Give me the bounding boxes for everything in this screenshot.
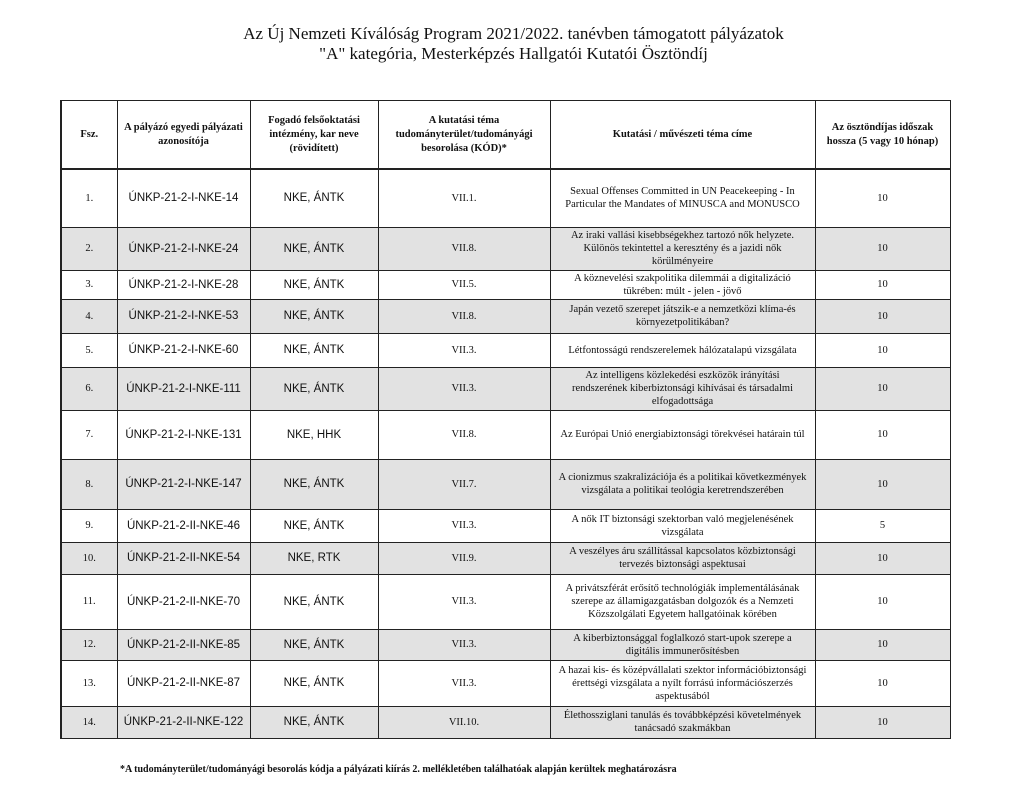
footnote: *A tudományterület/tudományági besorolás kódja a pályázati kiírás 2. mellékletében találhatóak alapján kerültek meghatározásra (120, 764, 677, 775)
applicant-id: ÚNKP-21-2-II-NKE-46 (117, 509, 250, 542)
research-code: VII.1. (378, 169, 550, 227)
topic-title: A nők IT biztonsági szektorban való megjelenésének vizsgálata (550, 509, 815, 542)
row-number: 4. (61, 299, 117, 333)
institution: NKE, ÁNTK (250, 299, 378, 333)
page-title: Az Új Nemzeti Kíválóság Program 2021/2022. tanévben támogatott pályázatok (243, 24, 784, 43)
institution: NKE, ÁNTK (250, 660, 378, 706)
duration: 10 (815, 333, 950, 367)
topic-title: Sexual Offenses Committed in UN Peacekeeping - In Particular the Mandates of MINUSCA and MONUSCO (550, 169, 815, 227)
institution: NKE, HHK (250, 410, 378, 459)
table-row (61, 459, 950, 509)
applicant-id: ÚNKP-21-2-I-NKE-28 (117, 270, 250, 299)
institution: NKE, ÁNTK (250, 509, 378, 542)
row-number: 8. (61, 459, 117, 509)
research-code: VII.9. (378, 542, 550, 574)
duration: 10 (815, 299, 950, 333)
institution: NKE, ÁNTK (250, 574, 378, 629)
institution: NKE, ÁNTK (250, 227, 378, 270)
institution: NKE, ÁNTK (250, 270, 378, 299)
table-row (61, 333, 950, 367)
table-row (61, 410, 950, 459)
duration: 10 (815, 459, 950, 509)
duration: 10 (815, 270, 950, 299)
duration: 10 (815, 542, 950, 574)
topic-title: Élethossziglani tanulás és továbbképzési követelmények tanácsadó szakmákban (550, 706, 815, 738)
table-row (61, 270, 950, 299)
row-number: 13. (61, 660, 117, 706)
applicant-id: ÚNKP-21-2-I-NKE-24 (117, 227, 250, 270)
table-row (61, 629, 950, 660)
applicant-id: ÚNKP-21-2-I-NKE-60 (117, 333, 250, 367)
applicant-id: ÚNKP-21-2-I-NKE-131 (117, 410, 250, 459)
topic-title: A köznevelési szakpolitika dilemmái a digitalizáció tükrében: múlt - jelen - jövő (550, 270, 815, 299)
duration: 10 (815, 169, 950, 227)
header-duration: Az ösztöndíjas időszak hossza (5 vagy 10 hónap) (815, 101, 950, 170)
research-code: VII.3. (378, 574, 550, 629)
institution: NKE, RTK (250, 542, 378, 574)
header-topic-title: Kutatási / művészeti téma címe (550, 101, 815, 170)
row-number: 11. (61, 574, 117, 629)
table-header-row (61, 101, 950, 170)
duration: 5 (815, 509, 950, 542)
research-code: VII.5. (378, 270, 550, 299)
applicant-id: ÚNKP-21-2-II-NKE-87 (117, 660, 250, 706)
row-number: 5. (61, 333, 117, 367)
row-number: 12. (61, 629, 117, 660)
topic-title: A kiberbiztonsággal foglalkozó start-upok szerepe a digitális immunerősítésben (550, 629, 815, 660)
institution: NKE, ÁNTK (250, 706, 378, 738)
institution: NKE, ÁNTK (250, 367, 378, 410)
row-number: 9. (61, 509, 117, 542)
table-row (61, 299, 950, 333)
topic-title: A hazai kis- és középvállalati szektor információbiztonsági érettségi vizsgálata a nyílt forrású információszerzés aspektusából (550, 660, 815, 706)
research-code: VII.10. (378, 706, 550, 738)
duration: 10 (815, 629, 950, 660)
topic-title: Japán vezető szerepet játszik-e a nemzetközi klíma-és környezetpolitikában? (550, 299, 815, 333)
table-row (61, 542, 950, 574)
applicant-id: ÚNKP-21-2-I-NKE-111 (117, 367, 250, 410)
duration: 10 (815, 574, 950, 629)
institution: NKE, ÁNTK (250, 333, 378, 367)
header-research-code: A kutatási téma tudományterület/tudományági besorolása (KÓD)* (378, 101, 550, 170)
duration: 10 (815, 367, 950, 410)
row-number: 1. (61, 169, 117, 227)
research-code: VII.3. (378, 509, 550, 542)
applicant-id: ÚNKP-21-2-I-NKE-53 (117, 299, 250, 333)
row-number: 6. (61, 367, 117, 410)
table-row (61, 169, 950, 227)
topic-title: Az intelligens közlekedési eszközök irányítási rendszerének kiberbiztonsági kihívásai és társadalmi elfogadottsága (550, 367, 815, 410)
research-code: VII.3. (378, 333, 550, 367)
table-row (61, 509, 950, 542)
research-code: VII.3. (378, 367, 550, 410)
research-code: VII.3. (378, 629, 550, 660)
row-number: 3. (61, 270, 117, 299)
header-institution: Fogadó felsőoktatási intézmény, kar neve (rövidített) (250, 101, 378, 170)
table-row (61, 660, 950, 706)
duration: 10 (815, 227, 950, 270)
topic-title: Az iraki vallási kisebbségekhez tartozó nők helyzete. Különös tekintettel a keresztény és a jazidi nők körülményeire (550, 227, 815, 270)
duration: 10 (815, 706, 950, 738)
header-applicant-id: A pályázó egyedi pályázati azonosítója (117, 101, 250, 170)
row-number: 2. (61, 227, 117, 270)
applicant-id: ÚNKP-21-2-II-NKE-85 (117, 629, 250, 660)
row-number: 10. (61, 542, 117, 574)
institution: NKE, ÁNTK (250, 169, 378, 227)
page-subtitle: "A" kategória, Mesterképzés Hallgatói Kutatói Ösztöndíj (319, 44, 708, 63)
applicant-id: ÚNKP-21-2-II-NKE-54 (117, 542, 250, 574)
topic-title: A veszélyes áru szállítással kapcsolatos közbiztonsági tervezés biztonsági aspektusai (550, 542, 815, 574)
research-code: VII.8. (378, 410, 550, 459)
institution: NKE, ÁNTK (250, 629, 378, 660)
research-code: VII.8. (378, 299, 550, 333)
row-number: 7. (61, 410, 117, 459)
topic-title: A cionizmus szakralizációja és a politikai következmények vizsgálata a politikai teológia keretrendszerében (550, 459, 815, 509)
research-code: VII.3. (378, 660, 550, 706)
header-fsz: Fsz. (61, 101, 117, 170)
applicant-id: ÚNKP-21-2-I-NKE-14 (117, 169, 250, 227)
grants-table (60, 100, 951, 739)
table-row (61, 574, 950, 629)
table-row (61, 227, 950, 270)
topic-title: Az Európai Unió energiabiztonsági törekvései határain túl (550, 410, 815, 459)
duration: 10 (815, 660, 950, 706)
institution: NKE, ÁNTK (250, 459, 378, 509)
applicant-id: ÚNKP-21-2-II-NKE-70 (117, 574, 250, 629)
row-number: 14. (61, 706, 117, 738)
applicant-id: ÚNKP-21-2-I-NKE-147 (117, 459, 250, 509)
topic-title: A privátszférát erősítő technológiák implementálásának szerepe az államigazgatásban dolgozók és a Nemzeti Közszolgálati Egyetem hallgatóinak körében (550, 574, 815, 629)
topic-title: Létfontosságú rendszerelemek hálózatalapú vizsgálata (550, 333, 815, 367)
applicant-id: ÚNKP-21-2-II-NKE-122 (117, 706, 250, 738)
research-code: VII.7. (378, 459, 550, 509)
table-row (61, 706, 950, 738)
table-row (61, 367, 950, 410)
duration: 10 (815, 410, 950, 459)
research-code: VII.8. (378, 227, 550, 270)
